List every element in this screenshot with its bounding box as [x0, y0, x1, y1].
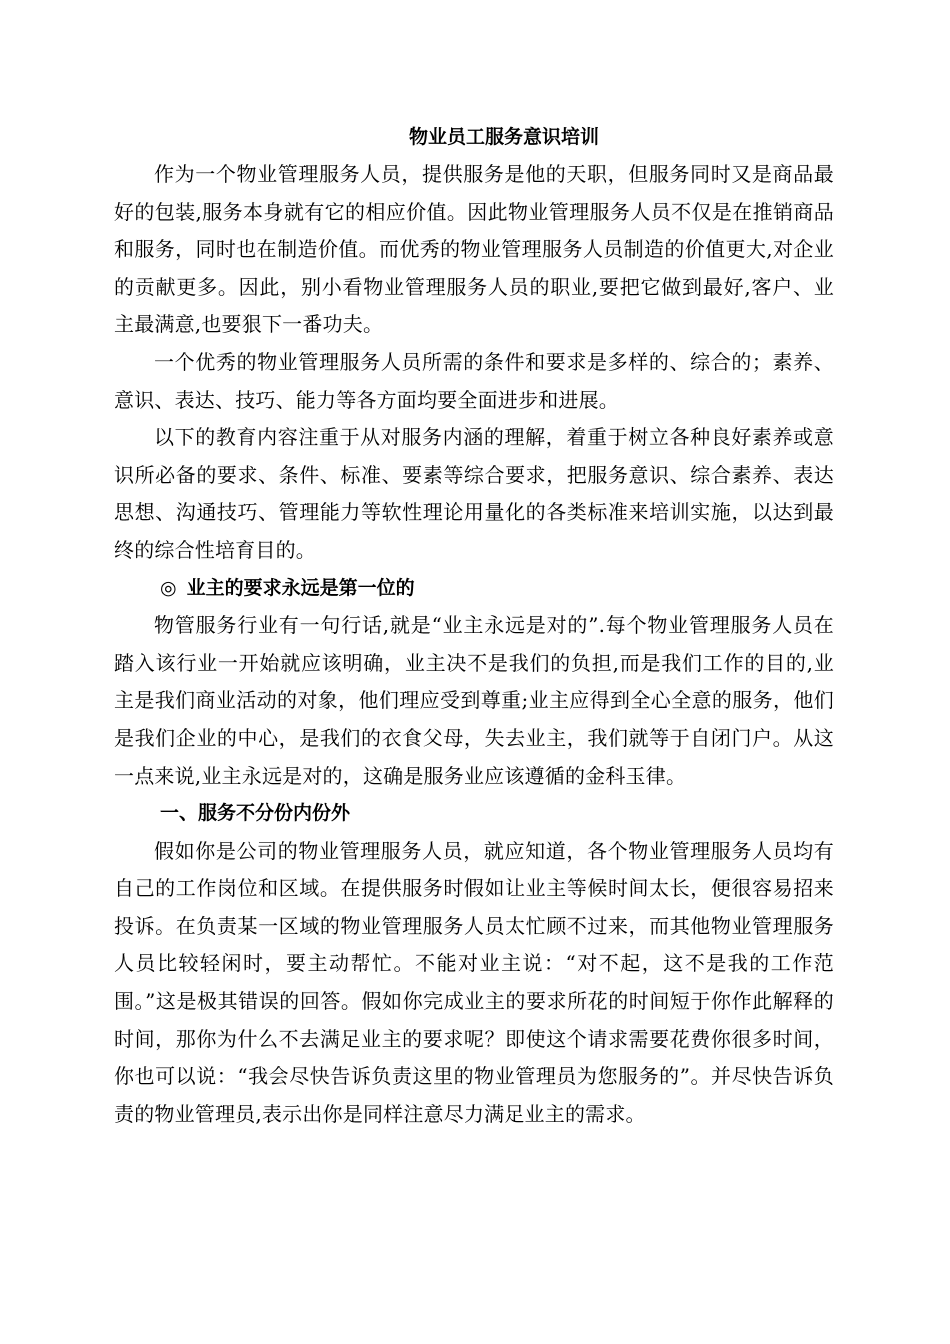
section-heading-text: 业主的要求永远是第一位的 [186, 576, 415, 599]
document-body [114, 118, 834, 1133]
paragraph-requirements: 一个优秀的物业管理服务人员所需的条件和要求是多样的、综合的；素养、意识、表达、技巧、能力等各方面均要全面进步和进展。 [114, 349, 834, 412]
paragraph-service-scope: 假如你是公司的物业管理服务人员，就应知道，各个物业管理服务人员均有自己的工作岗位和区域。在提供服务时假如让业主等候时间太长，便很容易招来投诉。在负责某一区域的物业管理服务人员太忙顾不过来，而其他物业管理服务人员比较轻闲时，要主动帮忙。不能对业主说：“对不起，这不是我的工作范围。”这是极其错误的回答。假如你完成业主的要求所花的时间短于你作此解释的时间，那你为什么不去满足业主的要求呢？即使这个请求需要花费你很多时间，你也可以说：“我会尽快告诉负责这里的物业管理员为您服务的”。并尽快告诉负责的物业管理员,表示出你是同样注意尽力满足业主的需求。 [114, 838, 834, 1126]
section-heading-service-scope: 一、服务不分份内份外 [160, 802, 351, 825]
section-heading-owner-first [114, 570, 834, 608]
paragraph-intro: 作为一个物业管理服务人员，提供服务是他的天职，但服务同时又是商品最好的包装,服务本身就有它的相应价值。因此物业管理服务人员不仅是在推销商品和服务，同时也在制造价值。而优秀的物业管理服务人员制造的价值更大,对企业的贡献更多。因此，别小看物业管理服务人员的职业,要把它做到最好,客户、业主最满意,也要狠下一番功夫。 [114, 162, 834, 337]
bullseye-icon: ◎ [160, 576, 177, 599]
paragraph-owner-first: 物管服务行业有一句行话,就是“业主永远是对的”.每个物业管理服务人员在踏入该行业一开始就应该明确，业主决不是我们的负担,而是我们工作的目的,业主是我们商业活动的对象，他们理应受到尊重;业主应得到全心全意的服务，他们是我们企业的中心，是我们的衣食父母，失去业主，我们就等于自闭门户。从这一点来说,业主永远是对的，这确是服务业应该遵循的金科玉律。 [114, 613, 834, 788]
paragraph-training-content: 以下的教育内容注重于从对服务内涵的理解，着重于树立各种良好素养或意识所必备的要求、条件、标准、要素等综合要求，把服务意识、综合素养、表达思想、沟通技巧、管理能力等软性理论用量化的各类标准来培训实施，以达到最终的综合性培育目的。 [114, 425, 834, 562]
document-title: 物业员工服务意识培训 [408, 126, 599, 148]
